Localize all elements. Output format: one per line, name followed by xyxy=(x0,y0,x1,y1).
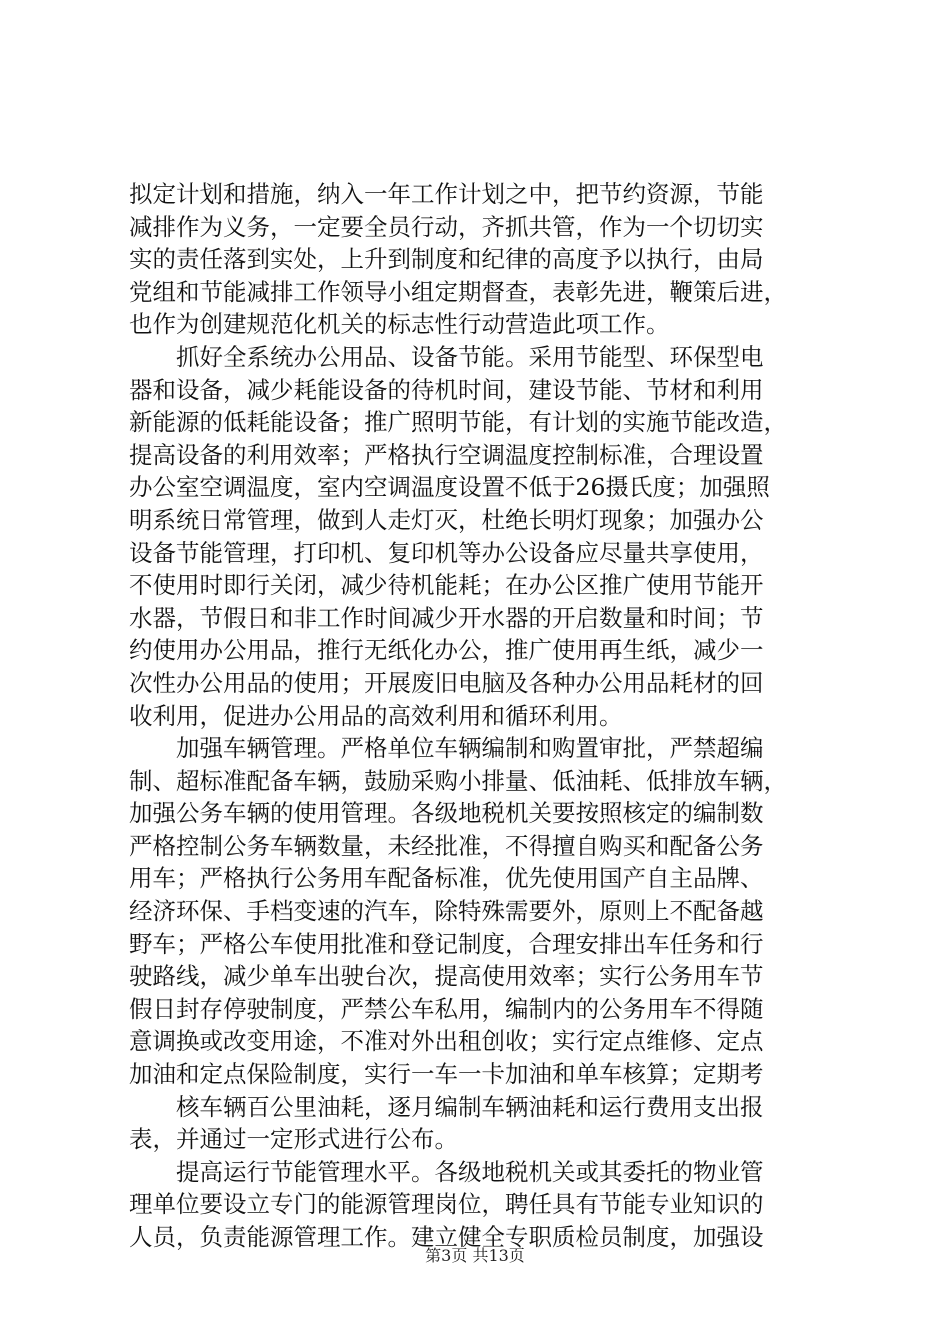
text-line: 拟定计划和措施，纳入一年工作计划之中，把节约资源，节能 xyxy=(129,180,764,208)
text-line: 理单位要设立专门的能源管理岗位，聘任具有节能专业知识的 xyxy=(129,1190,764,1219)
text-line: 核车辆百公里油耗，逐月编制车辆油耗和运行费用支出报 xyxy=(129,1092,764,1121)
text-line: 党组和节能减排工作领导小组定期督查，表彰先进，鞭策后进， xyxy=(129,277,787,306)
text-line: 意调换或改变用途，不准对外出租创收；实行定点维修、定点 xyxy=(129,1027,764,1056)
text-line: 约使用办公用品，推行无纸化办公，推广使用再生纸，减少一 xyxy=(129,636,764,665)
text-line: 人员，负责能源管理工作。建立健全专职质检员制度，加强设 xyxy=(129,1223,764,1251)
text-line: 收利用，促进办公用品的高效利用和循环利用。 xyxy=(129,701,623,730)
text-line: 假日封存停驶制度，严禁公车私用，编制内的公务用车不得随 xyxy=(129,994,764,1023)
text-line: 器和设备，减少耗能设备的待机时间，建设节能、节材和利用 xyxy=(129,375,764,404)
text-line: 加强公务车辆的使用管理。各级地税机关要按照核定的编制数 xyxy=(129,799,764,828)
text-line: 提高运行节能管理水平。各级地税机关或其委托的物业管 xyxy=(129,1157,764,1186)
text-line: 也作为创建规范化机关的标志性行动营造此项工作。 xyxy=(129,310,670,339)
text-line: 次性办公用品的使用；开展废旧电脑及各种办公用品耗材的回 xyxy=(129,668,764,697)
text-line: 经济环保、手档变速的汽车，除特殊需要外，原则上不配备越 xyxy=(129,897,764,926)
text-line: 实的责任落到实处，上升到制度和纪律的高度予以执行，由局 xyxy=(129,245,764,274)
text-line: 严格控制公务车辆数量，未经批准，不得擅自购买和配备公务 xyxy=(129,831,764,860)
text-line: 抓好全系统办公用品、设备节能。采用节能型、环保型电 xyxy=(129,342,764,371)
text-line: 新能源的低耗能设备；推广照明节能，有计划的实施节能改造， xyxy=(129,408,787,437)
text-line: 加油和定点保险制度，实行一车一卡加油和单车核算；定期考 xyxy=(129,1060,764,1089)
body-text xyxy=(129,178,834,1254)
text-line: 水器，节假日和非工作时间减少开水器的开启数量和时间；节 xyxy=(129,603,764,632)
text-line: 设备节能管理，打印机、复印机等办公设备应尽量共享使用， xyxy=(129,538,764,567)
text-line: 减排作为义务，一定要全员行动，齐抓共管，作为一个切切实 xyxy=(129,212,764,241)
text-line: 表，并通过一定形式进行公布。 xyxy=(129,1125,458,1154)
text-line: 明系统日常管理，做到人走灯灭，杜绝长明灯现象；加强办公 xyxy=(129,505,764,534)
text-line: 提高设备的利用效率；严格执行空调温度控制标准，合理设置 xyxy=(129,440,764,469)
text-line: 驶路线，减少单车出驶台次，提高使用效率；实行公务用车节 xyxy=(129,962,764,991)
page-number-footer: 第3页 共13页 xyxy=(425,1246,525,1265)
text-line: 用车；严格执行公务用车配备标准，优先使用国产自主品牌、 xyxy=(129,864,764,893)
text-line: 加强车辆管理。严格单位车辆编制和购置审批，严禁超编 xyxy=(129,734,764,763)
text-line: 办公室空调温度，室内空调温度设置不低于26摄氏度；加强照 xyxy=(129,473,770,502)
text-line: 不使用时即行关闭，减少待机能耗；在办公区推广使用节能开 xyxy=(129,571,764,600)
text-line: 野车；严格公车使用批准和登记制度，合理安排出车任务和行 xyxy=(129,929,764,958)
text-line: 制、超标准配备车辆，鼓励采购小排量、低油耗、低排放车辆， xyxy=(129,766,787,795)
